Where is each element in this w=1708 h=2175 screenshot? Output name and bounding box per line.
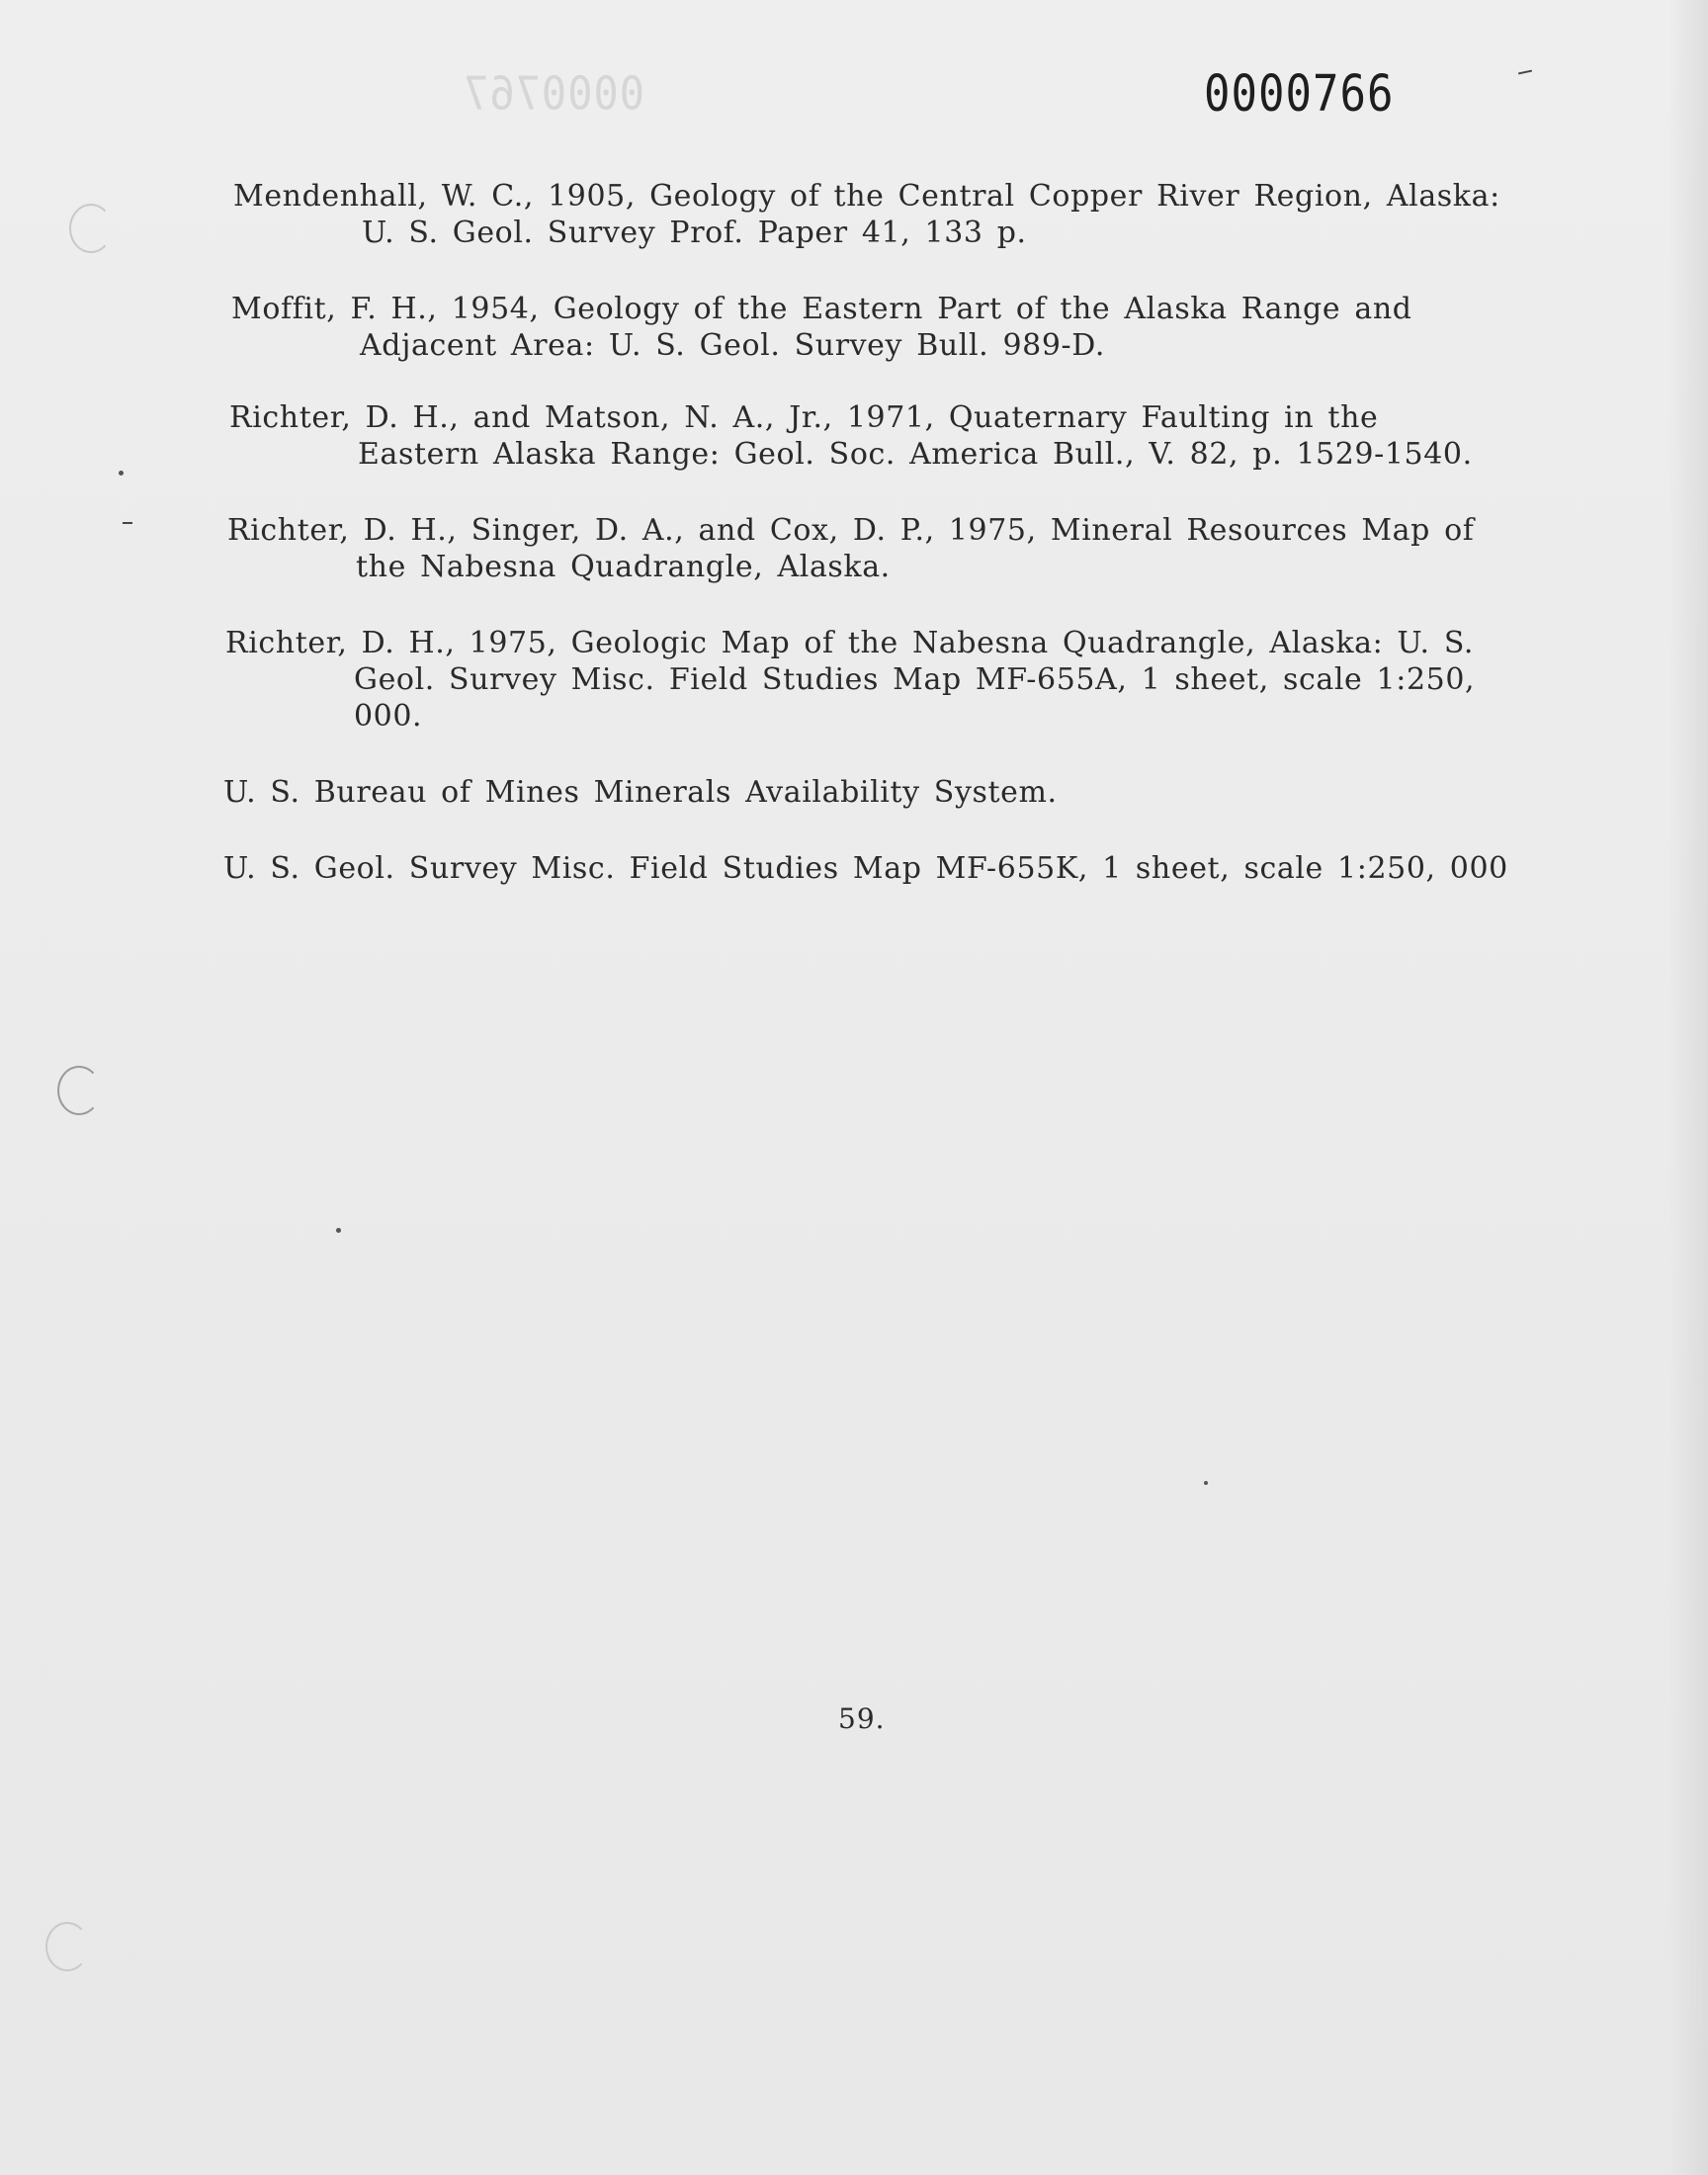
page-edge-shadow bbox=[1668, 0, 1708, 2175]
punch-hole-bottom bbox=[45, 1922, 89, 1971]
reference-item: Moffit, F. H., 1954, Geology of the Eastern Part of the Alaska Range and Adjacent Area: U. S. Geol. Survey Bull. 989-D. bbox=[231, 292, 1412, 363]
scan-speck bbox=[119, 471, 124, 476]
reference-item: Richter, D. H., and Matson, N. A., Jr., 1971, Quaternary Faulting in the Eastern Alaska Range: Geol. Soc. America Bull., V. 82, p. 1529-1540. bbox=[229, 400, 1473, 472]
scan-speck bbox=[336, 1228, 341, 1233]
reference-item: Mendenhall, W. C., 1905, Geology of the Central Copper River Region, Alaska: U. S. Geol. Survey Prof. Paper 41, 133 p. bbox=[233, 179, 1500, 250]
reference-item: U. S. Bureau of Mines Minerals Availability System. bbox=[223, 775, 1058, 810]
scan-mark bbox=[123, 522, 132, 524]
punch-hole-middle bbox=[57, 1066, 101, 1115]
reference-item: Richter, D. H., 1975, Geologic Map of the Nabesna Quadrangle, Alaska: U. S. Geol. Survey Misc. Field Studies Map MF-655A, 1 sheet, scale 1:250, 000. bbox=[225, 626, 1476, 734]
punch-hole-top bbox=[69, 204, 113, 253]
document-number: 0000766 bbox=[1204, 65, 1395, 124]
page-number: 59. bbox=[838, 1702, 886, 1735]
reference-item: Richter, D. H., Singer, D. A., and Cox, D. P., 1975, Mineral Resources Map of the Nabesna Quadrangle, Alaska. bbox=[227, 513, 1475, 584]
scan-speck bbox=[1204, 1481, 1208, 1485]
reference-list bbox=[223, 178, 1512, 926]
bleedthrough-number: 0000767 bbox=[463, 66, 645, 121]
scan-mark bbox=[1518, 70, 1532, 75]
reference-item: U. S. Geol. Survey Misc. Field Studies Map MF-655K, 1 sheet, scale 1:250, 000 bbox=[223, 851, 1508, 886]
